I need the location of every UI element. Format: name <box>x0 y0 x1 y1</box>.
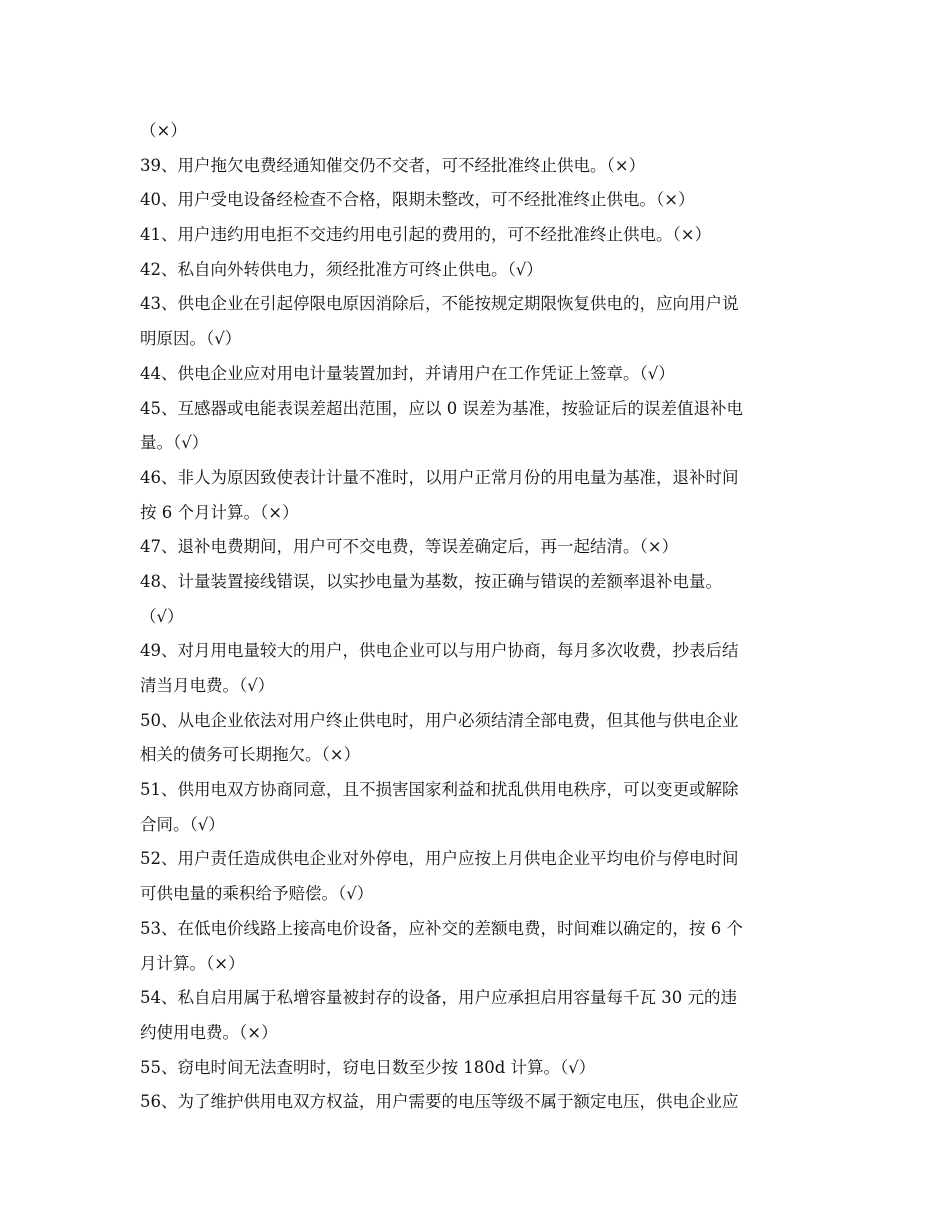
text-line: 量。（√） <box>140 433 209 453</box>
text-line: 55、窃电时间无法查明时，窃电日数至少按 180d 计算。（√） <box>140 1057 596 1077</box>
text-line: 39、用户拖欠电费经通知催交仍不交者，可不经批准终止供电。（×） <box>140 155 646 175</box>
text-line: 47、退补电费期间，用户可不交电费，等误差确定后，再一起结清。（×） <box>140 537 679 557</box>
text-line: 按 6 个月计算。（×） <box>140 502 299 522</box>
text-line: 53、在低电价线路上接高电价设备，应补交的差额电费，时间难以确定的，按 6 个 <box>140 918 743 938</box>
text-line: 45、互感器或电能表误差超出范围，应以 0 误差为基准，按验证后的误差值退补电 <box>140 398 743 418</box>
document-page <box>140 114 820 1120</box>
text-line: 54、私自启用属于私增容量被封存的设备，用户应承担启用容量每千瓦 30 元的违 <box>140 988 737 1008</box>
text-line: 46、非人为原因致使表计计量不准时，以用户正常月份的用电量为基准，退补时间 <box>140 467 739 487</box>
text-line: 合同。（√） <box>140 814 225 834</box>
text-line: （√） <box>140 606 184 626</box>
text-line: 51、供用电双方协商同意，且不损害国家利益和扰乱供用电秩序，可以变更或解除 <box>140 780 739 800</box>
text-line: 40、用户受电设备经检查不合格，限期未整改，可不经批准终止供电。（×） <box>140 190 695 210</box>
text-line: 56、为了维护供用电双方权益，用户需要的电压等级不属于额定电压，供电企业应 <box>140 1092 739 1112</box>
text-line: 月计算。（×） <box>140 953 245 973</box>
text-line: 明原因。（√） <box>140 329 242 349</box>
text-line: 44、供电企业应对用电计量装置加封，并请用户在工作凭证上签章。（√） <box>140 363 675 383</box>
text-line: 可供电量的乘积给予赔偿。（√） <box>140 884 374 904</box>
text-line: 43、供电企业在引起停限电原因消除后，不能按规定期限恢复供电的，应向用户说 <box>140 294 739 314</box>
text-line: 52、用户责任造成供电企业对外停电，用户应按上月供电企业平均电价与停电时间 <box>140 849 739 869</box>
text-line: 清当月电费。（√） <box>140 676 275 695</box>
text-line: 48、计量装置接线错误，以实抄电量为基数，按正确与错误的差额率退补电量。 <box>140 571 722 591</box>
text-line: 49、对月用电量较大的用户，供电企业可以与用户协商，每月多次收费，抄表后结 <box>140 641 739 661</box>
text-line: 50、从电企业依法对用户终止供电时，用户必须结清全部电费，但其他与供电企业 <box>140 710 739 730</box>
text-line: 42、私自向外转供电力，须经批准方可终止供电。（√） <box>140 259 543 279</box>
text-line: 约使用电费。（×） <box>140 1022 278 1042</box>
text-line: （×） <box>140 121 187 140</box>
text-line: 相关的债务可长期拖欠。（×） <box>140 745 361 765</box>
text-line: 41、用户违约用电拒不交违约用电引起的费用的，可不经批准终止供电。（×） <box>140 225 712 245</box>
